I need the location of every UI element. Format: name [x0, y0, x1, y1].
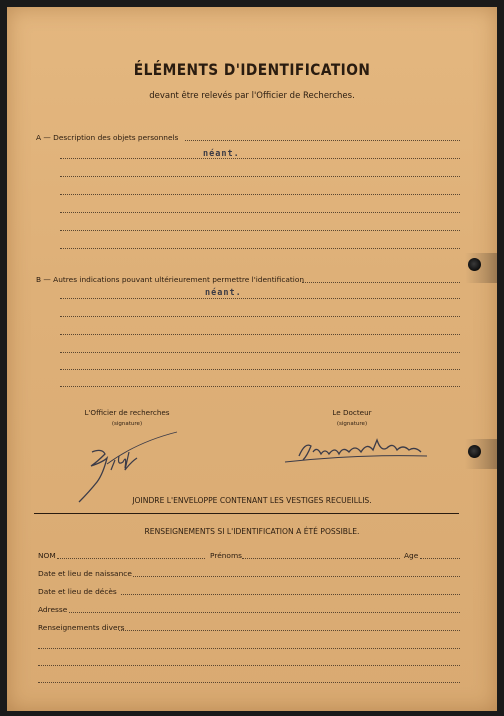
nom-field[interactable] — [57, 558, 205, 559]
separator-line — [34, 513, 459, 514]
prenoms-label: Prénoms — [210, 551, 243, 560]
section-a-line-3 — [60, 176, 460, 177]
officer-title: L'Officier de recherches — [84, 408, 170, 417]
section-a-line-7 — [60, 248, 460, 249]
section-b-label: B — Autres indications pouvant ultérieurement permettre l'identification — [36, 275, 305, 284]
section-a-label: A — Description des objets personnels — [36, 133, 179, 142]
birth-label: Date et lieu de naissance — [38, 569, 132, 578]
form-title: ÉLÉMENTS D'IDENTIFICATION — [133, 60, 371, 79]
section-b-value: néant. — [205, 288, 242, 298]
death-field[interactable] — [121, 594, 460, 595]
birth-field[interactable] — [133, 576, 460, 577]
form-subtitle: devant être relevés par l'Officier de Recherches. — [149, 91, 355, 101]
punch-hole-top — [468, 258, 481, 271]
address-field[interactable] — [69, 612, 460, 613]
death-label: Date et lieu de décès — [38, 587, 117, 596]
form-sheet — [7, 7, 497, 711]
prenoms-field[interactable] — [242, 558, 400, 559]
section-a-line-4 — [60, 194, 460, 195]
punch-hole-bottom — [468, 445, 481, 458]
misc-label: Renseignements divers — [38, 623, 125, 632]
section-b-line-2 — [60, 298, 460, 299]
section-b-line-6 — [60, 369, 460, 370]
identification-heading: RENSEIGNEMENTS SI L'IDENTIFICATION A ÉTÉ POSSIBLE. — [144, 527, 360, 536]
envelope-notice: JOINDRE L'ENVELOPPE CONTENANT LES VESTIGES RECUEILLIS. — [132, 496, 372, 505]
section-a-line-1 — [185, 140, 460, 141]
officer-sub: (signature) — [111, 421, 143, 427]
nom-label: NOM — [38, 551, 56, 560]
section-b-line-4 — [60, 334, 460, 335]
doctor-sub: (signature) — [336, 421, 368, 427]
age-label: Age — [404, 551, 419, 560]
address-label: Adresse — [38, 605, 68, 614]
section-a-line-2 — [60, 158, 460, 159]
section-a-line-6 — [60, 230, 460, 231]
misc-line-2[interactable] — [38, 648, 460, 649]
section-b-line-1 — [302, 282, 460, 283]
misc-line-3[interactable] — [38, 665, 460, 666]
section-a-value: néant. — [203, 149, 240, 159]
section-b-line-7 — [60, 386, 460, 387]
doctor-title: Le Docteur — [332, 408, 372, 417]
doctor-signature — [277, 432, 437, 467]
age-field[interactable] — [420, 558, 460, 559]
section-b-line-3 — [60, 316, 460, 317]
section-b-line-5 — [60, 352, 460, 353]
section-a-line-5 — [60, 212, 460, 213]
misc-field[interactable] — [119, 630, 460, 631]
misc-line-4[interactable] — [38, 682, 460, 683]
